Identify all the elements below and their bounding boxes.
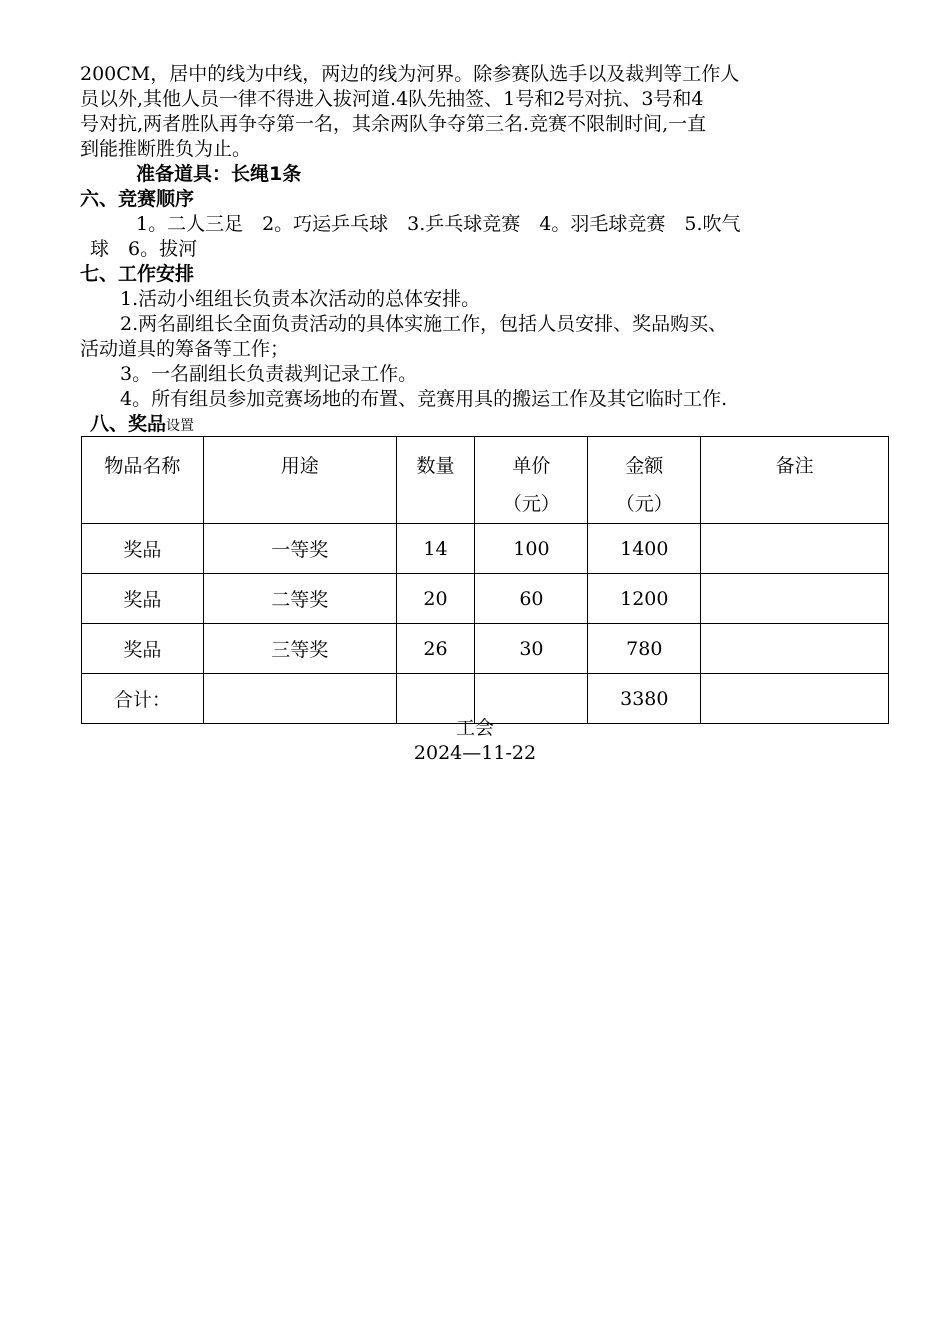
work-item: 4。所有组员参加竞赛场地的布置、竞赛用具的搬运工作及其它临时工作. [120,388,728,410]
section-8-title [80,412,890,439]
paragraph-line: 200CM，居中的线为中线，两边的线为河界。除参赛队选手以及裁判等工作人 [80,63,740,85]
header-amount-unit: （元） [615,493,673,515]
work-item: 2.两名副组长全面负责活动的具体实施工作，包括人员安排、奖品购买、 [120,313,728,335]
section-8-title-text: 八、奖品 [90,413,167,435]
cell-remarks [701,524,889,574]
header-unit-price-unit: （元） [502,493,560,515]
section-6-title: 六、竞赛顺序 [80,188,195,210]
schedule-line: 球 6。拔河 [90,238,198,260]
cell-quantity: 20 [396,574,475,624]
header-amount: 金额 （元） [588,437,701,524]
work-item: 3。一名副组长负责裁判记录工作。 [120,363,418,385]
cell-amount: 1400 [588,524,701,574]
cell-purpose: 一等奖 [203,524,396,574]
header-purpose: 用途 [203,437,396,524]
schedule-line: 1。二人三足 2。巧运乒乓球 3.乒乓球竞赛 4。羽毛球竞赛 5.吹气 [136,213,741,235]
cell-item: 奖品 [82,524,204,574]
cell-unit-price: 30 [475,624,588,674]
cell-amount: 1200 [588,574,701,624]
cell-remarks [701,574,889,624]
footer-org: 工会 [455,717,494,739]
cell-quantity: 14 [396,524,475,574]
header-remarks: 备注 [701,437,889,524]
total-label: 合计： [82,674,204,724]
total-amount: 3380 [588,674,701,724]
table-row [82,524,889,574]
cell-remarks [701,624,889,674]
footer-date: 2024—11-22 [413,742,537,764]
section-8-title-suffix: 设置 [166,418,195,434]
work-item-continued: 活动道具的筹备等工作； [80,338,290,360]
cell-item: 奖品 [82,624,204,674]
document-body [80,62,890,439]
table-row [82,624,889,674]
work-item: 1.活动小组组长负责本次活动的总体安排。 [120,288,481,310]
cell-quantity: 26 [396,624,475,674]
table-row [82,574,889,624]
cell-amount: 780 [588,624,701,674]
header-quantity: 数量 [396,437,475,524]
section-7-title: 七、工作安排 [80,263,195,285]
table-header-row [82,437,889,524]
cell-unit-price: 60 [475,574,588,624]
cell-item: 奖品 [82,574,204,624]
props-line: 准备道具：长绳1条 [136,163,302,185]
header-item-name: 物品名称 [82,437,204,524]
cell-unit-price: 100 [475,524,588,574]
paragraph-line: 到能推断胜负为止。 [80,138,252,160]
cell-purpose: 二等奖 [203,574,396,624]
cell-purpose: 三等奖 [203,624,396,674]
header-unit-price: 单价 （元） [475,437,588,524]
paragraph-line: 号对抗,两者胜队再争夺第一名，其余两队争夺第三名.竞赛不限制时间,一直 [80,113,707,135]
paragraph-line: 员以外,其他人员一律不得进入拔河道.4队先抽签、1号和2号对抗、3号和4 [80,88,704,110]
prize-table [81,436,889,724]
